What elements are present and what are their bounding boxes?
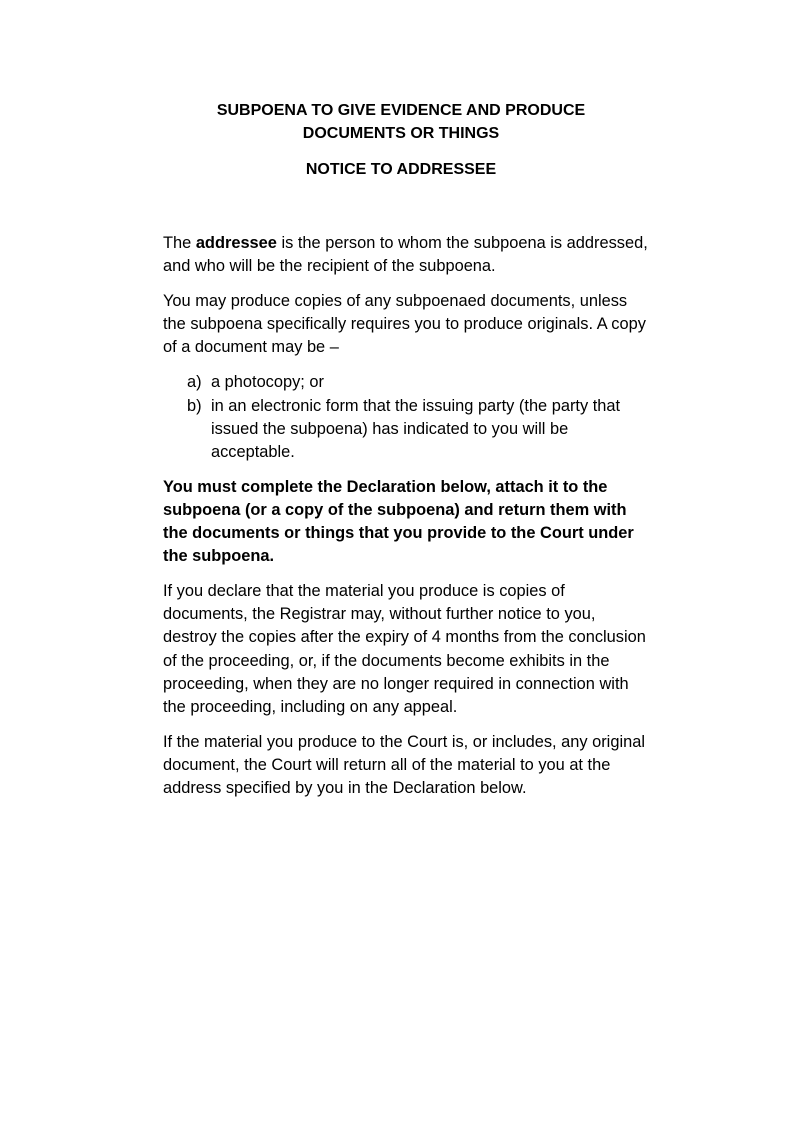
document-title <box>150 99 652 145</box>
list-marker: a) <box>187 373 202 392</box>
list-item-text: a photocopy; or <box>211 373 324 392</box>
copy-forms-list <box>163 371 653 463</box>
title-line-2: DOCUMENTS OR THINGS <box>302 125 500 142</box>
list-item <box>187 395 653 464</box>
document-body <box>163 232 653 812</box>
defined-term-addressee: addressee <box>195 234 277 252</box>
title-line-1: SUBPOENA TO GIVE EVIDENCE AND PRODUCE <box>216 102 586 119</box>
document-subtitle: NOTICE TO ADDRESSEE <box>305 161 497 178</box>
paragraph-declaration-instruction: You must complete the Declaration below, attach it to the subpoena (or a copy of the subpoena) and return them with the documents or things that you provide to the Court under the subpoena. <box>163 477 634 566</box>
list-item-text: in an electronic form that the issuing party (the party that issued the subpoena) has indicated to you will be acceptable. <box>211 396 621 461</box>
paragraph-return-of-originals: If the material you produce to the Court is, or includes, any original document, the Court will return all of the material to you at the address specified by you in the Declaration below. <box>163 732 645 797</box>
paragraph-destruction-of-copies: If you declare that the material you produce is copies of documents, the Registrar may, without further notice to you, destroy the copies after the expiry of 4 months from the conclusion of the proceeding, or, if the documents become exhibits in the proceeding, when they are no longer required in connection with the proceeding, including on any appeal. <box>163 582 646 716</box>
paragraph-suffix: is the person to whom the subpoena is addressed, and who will be the recipient of the subpoena. <box>163 234 648 276</box>
paragraph-copies: You may produce copies of any subpoenaed documents, unless the subpoena specifically requires you to produce originals. A copy of a document may be – <box>163 292 646 357</box>
paragraph-addressee-definition <box>163 232 653 278</box>
list-marker: b) <box>187 396 202 415</box>
paragraph-prefix: The <box>163 234 196 252</box>
list-item <box>187 371 653 394</box>
